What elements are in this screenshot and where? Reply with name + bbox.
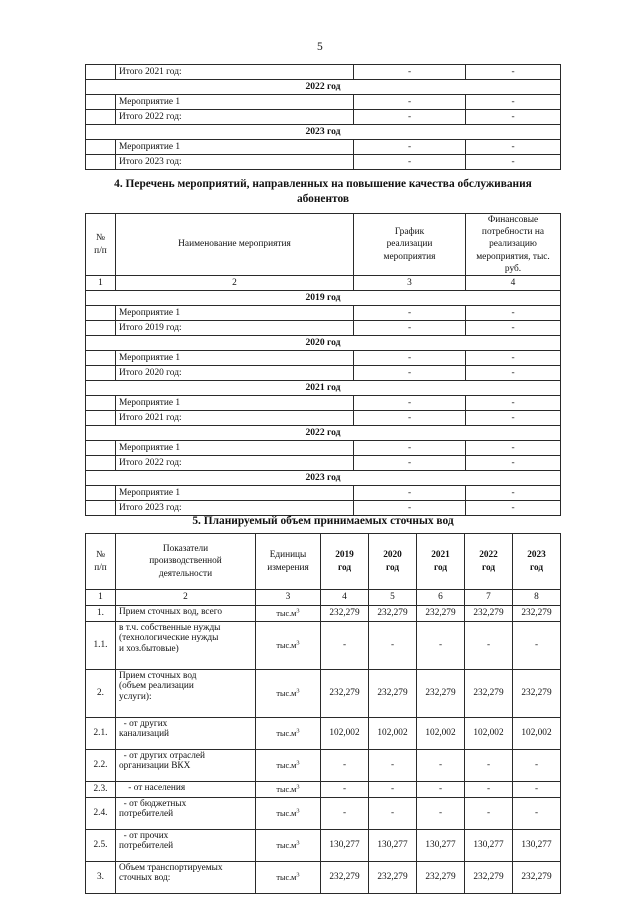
page-number: 5 [317, 41, 323, 53]
row-number-cell [86, 351, 116, 366]
row-value-cell: 130,277 [465, 830, 513, 862]
index-cell-8: 8 [513, 590, 561, 606]
table-row [86, 606, 561, 622]
year-value: 2023 [527, 550, 546, 561]
header-name-col: Наименование мероприятия [116, 214, 354, 276]
header-num-line2: п/п [94, 562, 107, 573]
header-year-2021 [417, 534, 465, 590]
row-schedule-cell: - [354, 366, 466, 381]
table-row [86, 486, 561, 501]
table-quality-measures [85, 213, 561, 516]
row-number-cell: 2.1. [86, 718, 116, 750]
unit-exponent: 3 [296, 807, 300, 815]
indicator-line: Прием сточных вод [119, 671, 197, 681]
indicator-line: потребителей [119, 841, 174, 852]
row-finance-cell: - [466, 110, 561, 125]
row-finance-cell: - [466, 441, 561, 456]
header-schedule-line3: мероприятия [383, 251, 436, 262]
row-finance-cell: - [466, 140, 561, 155]
table-wastewater-volume [85, 533, 561, 894]
row-value-cell: - [513, 782, 561, 798]
row-value-cell: 232,279 [417, 606, 465, 622]
row-schedule-cell: - [354, 441, 466, 456]
row-number-cell [86, 441, 116, 456]
row-label-cell: Итого 2020 год: [116, 366, 354, 381]
row-finance-cell: - [466, 351, 561, 366]
row-label-cell: Мероприятие 1 [116, 140, 354, 155]
table-row [86, 95, 561, 110]
unit-exponent: 3 [296, 639, 300, 647]
header-finance-line4: мероприятия, тыс. руб. [476, 251, 550, 274]
row-value-cell: 102,002 [369, 718, 417, 750]
row-number-cell [86, 155, 116, 170]
row-unit-cell: $тыс.м^3$ [256, 862, 321, 894]
header-num-line1: № [96, 233, 105, 244]
row-unit-cell: $тыс.м^3$ [256, 670, 321, 718]
row-value-cell: 232,279 [513, 606, 561, 622]
row-label-cell: Итого 2023 год: [116, 501, 354, 516]
unit-exponent: 3 [296, 839, 300, 847]
table-row [86, 155, 561, 170]
unit-exponent: 3 [296, 871, 300, 879]
row-value-cell: - [417, 750, 465, 782]
row-value-cell: - [321, 798, 369, 830]
indicator-line: - от прочих [119, 831, 169, 841]
header-finance-line2: потребности на [481, 227, 545, 238]
row-label-cell: Итого 2021 год: [116, 411, 354, 426]
row-value-cell: 232,279 [465, 670, 513, 718]
header-num-line1: № [96, 550, 105, 561]
row-schedule-cell: - [354, 155, 466, 170]
table-row [86, 456, 561, 471]
indicator-line: - от других [119, 719, 168, 729]
header-schedule-col [354, 214, 466, 276]
year-value: 2022 [479, 550, 498, 561]
row-finance-cell: - [466, 411, 561, 426]
row-value-cell: 102,002 [513, 718, 561, 750]
table-row [86, 622, 561, 670]
row-label-cell: Итого 2022 год: [116, 456, 354, 471]
row-label-cell: Итого 2022 год: [116, 110, 354, 125]
table-row [86, 306, 561, 321]
table-row [86, 862, 561, 894]
table-row [86, 411, 561, 426]
row-number-cell: 2. [86, 670, 116, 718]
row-value-cell: 232,279 [513, 670, 561, 718]
year-suffix: год [385, 562, 400, 573]
indicator-line: потребителей [119, 809, 174, 820]
unit-exponent: 3 [296, 759, 300, 767]
row-number-cell [86, 366, 116, 381]
row-number-cell: 3. [86, 862, 116, 894]
row-finance-cell: - [466, 486, 561, 501]
year-band-label: 2023 год [86, 125, 561, 140]
index-cell-7: 7 [465, 590, 513, 606]
header-indicator-line1: Показатели [162, 544, 209, 555]
row-value-cell: 232,279 [465, 606, 513, 622]
header-year-2022 [465, 534, 513, 590]
indicator-line: (объем реализации [119, 681, 194, 692]
row-label-cell: Итого 2021 год: [116, 65, 354, 80]
row-unit-cell: $тыс.м^3$ [256, 718, 321, 750]
row-finance-cell: - [466, 396, 561, 411]
row-value-cell: 232,279 [321, 670, 369, 718]
row-value-cell: - [417, 782, 465, 798]
row-value-cell: 232,279 [369, 670, 417, 718]
row-schedule-cell: - [354, 95, 466, 110]
header-year-2023 [513, 534, 561, 590]
row-value-cell: - [465, 782, 513, 798]
header-num-col [86, 214, 116, 276]
year-band-label: 2020 год [86, 336, 561, 351]
row-value-cell: - [321, 622, 369, 670]
row-value-cell: 232,279 [513, 862, 561, 894]
index-cell-2: 2 [116, 276, 354, 291]
year-value: 2019 [335, 550, 354, 561]
row-value-cell: 130,277 [417, 830, 465, 862]
table-row [86, 321, 561, 336]
year-value: 2021 [431, 550, 450, 561]
year-band-row [86, 291, 561, 306]
row-number-cell: 2.4. [86, 798, 116, 830]
table-row [86, 366, 561, 381]
table-row [86, 750, 561, 782]
row-value-cell: 130,277 [369, 830, 417, 862]
header-schedule-line2: реализации [386, 239, 433, 250]
row-value-cell: 102,002 [321, 718, 369, 750]
row-value-cell: - [465, 622, 513, 670]
row-number-cell [86, 456, 116, 471]
row-schedule-cell: - [354, 306, 466, 321]
row-value-cell: 232,279 [417, 670, 465, 718]
header-indicator-line2: производственной [149, 556, 222, 567]
header-year-2020 [369, 534, 417, 590]
header-year-2019 [321, 534, 369, 590]
table-measures-continuation [85, 64, 561, 170]
row-value-cell: - [417, 622, 465, 670]
row-value-cell: - [369, 782, 417, 798]
index-cell-6: 6 [417, 590, 465, 606]
year-band-label: 2021 год [86, 381, 561, 396]
table-row [86, 441, 561, 456]
table-row [86, 351, 561, 366]
unit-exponent: 3 [296, 687, 300, 695]
row-number-cell: 2.3. [86, 782, 116, 798]
row-label-cell: Мероприятие 1 [116, 486, 354, 501]
header-units-line1: Единицы [269, 550, 307, 561]
header-num-col [86, 534, 116, 590]
indicator-line: - от бюджетных [119, 799, 187, 809]
year-band-label: 2022 год [86, 80, 561, 95]
row-label-cell: Мероприятие 1 [116, 306, 354, 321]
row-number-cell [86, 110, 116, 125]
row-value-cell: 232,279 [369, 606, 417, 622]
row-value-cell: - [369, 798, 417, 830]
row-number-cell [86, 411, 116, 426]
indicator-line: канализаций [119, 729, 170, 740]
row-indicator-cell [116, 830, 256, 862]
unit-exponent: 3 [296, 607, 300, 615]
row-finance-cell: - [466, 456, 561, 471]
header-indicator-col [116, 534, 256, 590]
table-row [86, 798, 561, 830]
row-schedule-cell: - [354, 65, 466, 80]
row-value-cell: - [465, 798, 513, 830]
unit-exponent: 3 [296, 783, 300, 791]
indicator-line: сточных вод: [119, 873, 171, 884]
row-number-cell: 2.2. [86, 750, 116, 782]
row-schedule-cell: - [354, 411, 466, 426]
row-value-cell: 130,277 [321, 830, 369, 862]
index-cell-2: 2 [116, 590, 256, 606]
year-band-label: 2022 год [86, 426, 561, 441]
table-header-row [86, 214, 561, 276]
year-band-row [86, 381, 561, 396]
indicator-line: услуги): [119, 691, 152, 702]
row-value-cell: 232,279 [465, 862, 513, 894]
table-continuation-body [86, 65, 561, 170]
row-indicator-cell [116, 622, 256, 670]
row-value-cell: - [369, 750, 417, 782]
section-5-heading: 5. Планируемый объем принимаемых сточных вод [192, 515, 454, 527]
table-row [86, 396, 561, 411]
index-cell-3: 3 [354, 276, 466, 291]
unit-exponent: 3 [296, 727, 300, 735]
header-indicator-line3: деятельности [158, 568, 213, 579]
row-label-cell: Итого 2019 год: [116, 321, 354, 336]
row-value-cell: 232,279 [369, 862, 417, 894]
header-schedule-line1: График [394, 227, 425, 238]
volume-header-row [86, 534, 561, 590]
indicator-line: Объем транспортируемых [119, 863, 223, 873]
row-value-cell: - [321, 782, 369, 798]
row-schedule-cell: - [354, 501, 466, 516]
indicator-line: Прием сточных вод, всего [119, 607, 223, 617]
row-finance-cell: - [466, 321, 561, 336]
row-number-cell [86, 95, 116, 110]
row-indicator-cell [116, 782, 256, 798]
table-index-row [86, 276, 561, 291]
indicator-line: организации ВКХ [119, 761, 191, 772]
table-row [86, 65, 561, 80]
year-suffix: год [481, 562, 496, 573]
row-value-cell: 102,002 [417, 718, 465, 750]
section-4-heading: 4. Перечень мероприятий, направленных на повышение качества обслуживания абонентов [114, 178, 532, 206]
indicator-line: и хоз.бытовые) [119, 643, 179, 654]
header-units-col [256, 534, 321, 590]
row-value-cell: - [513, 750, 561, 782]
row-value-cell: - [513, 622, 561, 670]
row-value-cell: - [465, 750, 513, 782]
year-band-label: 2023 год [86, 471, 561, 486]
row-unit-cell: $тыс.м^3$ [256, 750, 321, 782]
row-unit-cell: $тыс.м^3$ [256, 782, 321, 798]
table-row [86, 140, 561, 155]
row-finance-cell: - [466, 366, 561, 381]
row-schedule-cell: - [354, 456, 466, 471]
row-finance-cell: - [466, 155, 561, 170]
row-value-cell: - [417, 798, 465, 830]
table-row [86, 782, 561, 798]
row-indicator-cell [116, 862, 256, 894]
row-number-cell: 1.1. [86, 622, 116, 670]
row-schedule-cell: - [354, 486, 466, 501]
row-indicator-cell [116, 750, 256, 782]
row-number-cell [86, 321, 116, 336]
row-finance-cell: - [466, 501, 561, 516]
year-band-row [86, 471, 561, 486]
index-cell-4: 4 [466, 276, 561, 291]
row-schedule-cell: - [354, 396, 466, 411]
row-unit-cell: $тыс.м^3$ [256, 798, 321, 830]
row-indicator-cell [116, 798, 256, 830]
index-cell-4: 4 [321, 590, 369, 606]
row-unit-cell: $тыс.м^3$ [256, 622, 321, 670]
row-unit-cell: $тыс.м^3$ [256, 830, 321, 862]
year-band-row [86, 80, 561, 95]
table-volume-head [86, 534, 561, 606]
year-suffix: год [433, 562, 448, 573]
row-indicator-cell [116, 606, 256, 622]
row-schedule-cell: - [354, 351, 466, 366]
year-suffix: год [337, 562, 352, 573]
header-finance-line1: Финансовые [487, 215, 539, 225]
header-units-line2: измерения [267, 562, 309, 573]
year-band-row [86, 125, 561, 140]
row-value-cell: - [369, 622, 417, 670]
year-band-row [86, 336, 561, 351]
row-finance-cell: - [466, 65, 561, 80]
indicator-line: - от населения [119, 783, 186, 793]
table-row [86, 670, 561, 718]
row-finance-cell: - [466, 95, 561, 110]
row-value-cell: - [513, 798, 561, 830]
row-number-cell [86, 140, 116, 155]
row-value-cell: 102,002 [465, 718, 513, 750]
year-band-row [86, 426, 561, 441]
row-number-cell [86, 306, 116, 321]
row-label-cell: Мероприятие 1 [116, 441, 354, 456]
volume-index-row [86, 590, 561, 606]
year-value: 2020 [383, 550, 402, 561]
table-measures-body [86, 291, 561, 516]
row-label-cell: Мероприятие 1 [116, 396, 354, 411]
header-finance-col [466, 214, 561, 276]
index-cell-1: 1 [86, 590, 116, 606]
index-cell-3: 3 [256, 590, 321, 606]
row-unit-cell: $тыс.м^3$ [256, 606, 321, 622]
table-row [86, 830, 561, 862]
row-finance-cell: - [466, 306, 561, 321]
indicator-line: (технологические нужды [119, 633, 219, 644]
table-volume-body [86, 606, 561, 894]
row-label-cell: Итого 2023 год: [116, 155, 354, 170]
row-number-cell: 1. [86, 606, 116, 622]
row-schedule-cell: - [354, 321, 466, 336]
header-finance-line3: реализацию [489, 239, 537, 250]
row-value-cell: - [321, 750, 369, 782]
row-value-cell: 232,279 [321, 862, 369, 894]
row-label-cell: Мероприятие 1 [116, 351, 354, 366]
header-num-line2: п/п [94, 245, 107, 256]
row-number-cell [86, 486, 116, 501]
indicator-line: в т.ч. собственные нужды [119, 623, 221, 633]
table-measures-head [86, 214, 561, 291]
row-value-cell: 232,279 [417, 862, 465, 894]
table-row [86, 110, 561, 125]
index-cell-5: 5 [369, 590, 417, 606]
row-indicator-cell [116, 670, 256, 718]
indicator-line: - от других отраслей [119, 751, 205, 761]
index-cell-1: 1 [86, 276, 116, 291]
year-band-label: 2019 год [86, 291, 561, 306]
row-value-cell: 130,277 [513, 830, 561, 862]
row-schedule-cell: - [354, 110, 466, 125]
row-number-cell: 2.5. [86, 830, 116, 862]
row-indicator-cell [116, 718, 256, 750]
row-label-cell: Мероприятие 1 [116, 95, 354, 110]
year-suffix: год [529, 562, 544, 573]
row-value-cell: 232,279 [321, 606, 369, 622]
table-row [86, 718, 561, 750]
row-schedule-cell: - [354, 140, 466, 155]
row-number-cell [86, 65, 116, 80]
row-number-cell [86, 396, 116, 411]
